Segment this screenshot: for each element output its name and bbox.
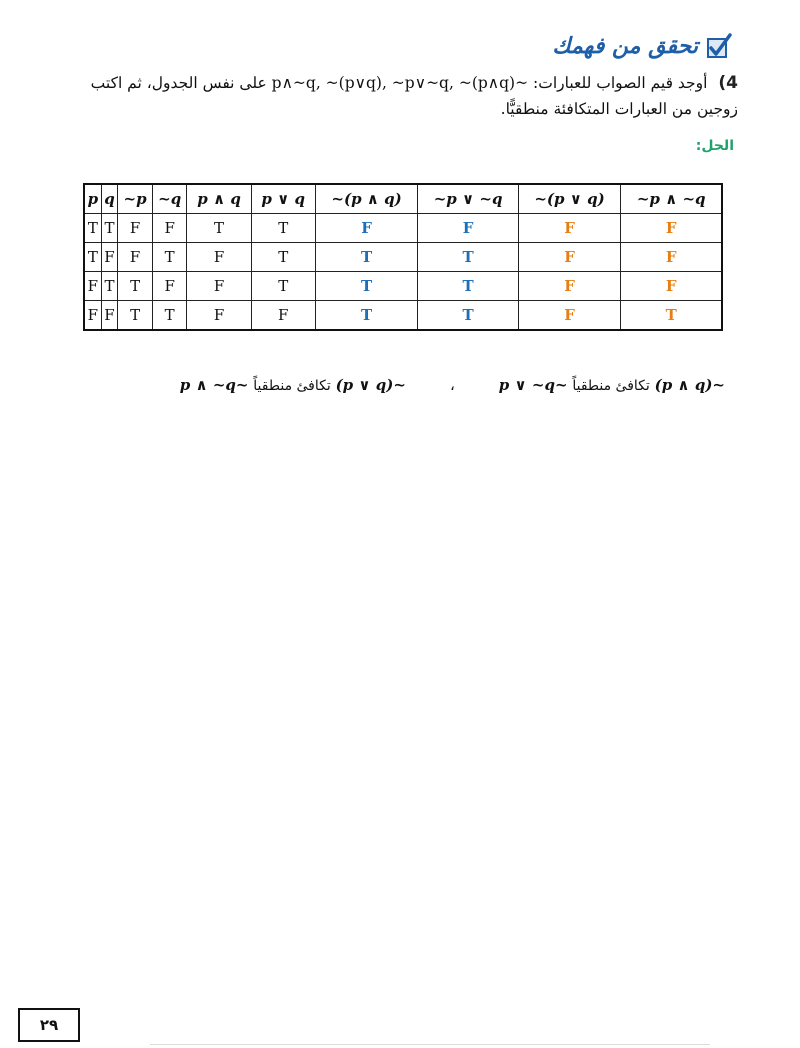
table-cell: T: [84, 214, 101, 243]
question-line-2: زوجين من العبارات المتكافئة منطقيًّا.: [500, 100, 738, 118]
table-cell: F: [518, 272, 621, 301]
table-cell: T: [118, 272, 153, 301]
table-cell: F: [621, 272, 722, 301]
table-cell: F: [518, 301, 621, 331]
col-header-not-p-and-not-q: ~p ∧ ~q: [621, 184, 722, 214]
checkbox-check-icon: [706, 33, 732, 59]
table-cell: T: [418, 272, 518, 301]
table-cell: T: [152, 243, 187, 272]
table-cell: F: [152, 214, 187, 243]
table-cell: T: [101, 272, 118, 301]
table-cell: F: [621, 214, 722, 243]
table-cell: F: [187, 272, 251, 301]
table-cell: F: [101, 243, 118, 272]
table-cell: F: [187, 243, 251, 272]
equivalence-2-lhs: ~(p ∨ q): [335, 376, 406, 394]
table-cell: T: [251, 243, 315, 272]
col-header-not-p-and-q: ~(p ∧ q): [315, 184, 418, 214]
equivalence-2-text: تكافئ منطقياً: [253, 378, 331, 394]
page-number: ٢٩: [18, 1008, 80, 1042]
table-cell: F: [118, 214, 153, 243]
equivalence-2-rhs: ~p ∧ ~q: [179, 376, 249, 394]
table-row: [84, 214, 722, 243]
table-cell: F: [118, 243, 153, 272]
question-number: 4): [718, 73, 738, 93]
table-cell: T: [84, 243, 101, 272]
equivalence-separator: ،: [449, 376, 455, 394]
table-row: [84, 272, 722, 301]
table-cell: F: [315, 214, 418, 243]
table-cell: T: [251, 272, 315, 301]
table-cell: F: [101, 301, 118, 331]
question-line-1: أوجد قيم الصواب للعبارات: ~p∧~q, ~(p∨q), ~p∨~q, ~(p∧q) على نفس الجدول، ثم اكتب: [90, 74, 708, 92]
table-cell: T: [315, 301, 418, 331]
truth-table: [83, 183, 723, 331]
table-cell: F: [187, 301, 251, 331]
col-header-not-q: ~q: [152, 184, 187, 214]
equivalence-statements: [120, 376, 725, 394]
table-cell: F: [251, 301, 315, 331]
section-header: [552, 26, 732, 66]
col-header-p-or-q: p ∨ q: [251, 184, 315, 214]
table-cell: T: [187, 214, 251, 243]
table-cell: F: [518, 243, 621, 272]
table-cell: T: [418, 243, 518, 272]
table-cell: T: [315, 272, 418, 301]
table-cell: F: [152, 272, 187, 301]
equivalence-1-lhs: ~(p ∧ q): [654, 376, 725, 394]
table-row: [84, 301, 722, 331]
table-cell: F: [518, 214, 621, 243]
equivalence-2: [180, 376, 406, 394]
table-cell: T: [118, 301, 153, 331]
table-cell: T: [152, 301, 187, 331]
equivalence-1: [499, 376, 725, 394]
col-header-not-p: ~p: [118, 184, 153, 214]
equivalence-1-text: تكافئ منطقياً: [572, 378, 650, 394]
solution-label: الحل:: [695, 138, 734, 154]
table-header-row: [84, 184, 722, 214]
table-cell: F: [621, 243, 722, 272]
table-cell: F: [84, 272, 101, 301]
table-cell: F: [84, 301, 101, 331]
table-cell: T: [315, 243, 418, 272]
table-cell: T: [621, 301, 722, 331]
col-header-p: p: [84, 184, 101, 214]
section-title: تحقق من فهمك: [552, 33, 698, 59]
table-row: [84, 243, 722, 272]
equivalence-1-rhs: ~p ∨ ~q: [498, 376, 568, 394]
table-cell: F: [418, 214, 518, 243]
footer-divider: [150, 1044, 710, 1045]
col-header-not-p-or-not-q: ~p ∨ ~q: [418, 184, 518, 214]
col-header-p-and-q: p ∧ q: [187, 184, 251, 214]
col-header-q: q: [101, 184, 118, 214]
table-cell: T: [251, 214, 315, 243]
table-cell: T: [101, 214, 118, 243]
question-text: [58, 70, 738, 122]
col-header-not-p-or-q: ~(p ∨ q): [518, 184, 621, 214]
table-cell: T: [418, 301, 518, 331]
